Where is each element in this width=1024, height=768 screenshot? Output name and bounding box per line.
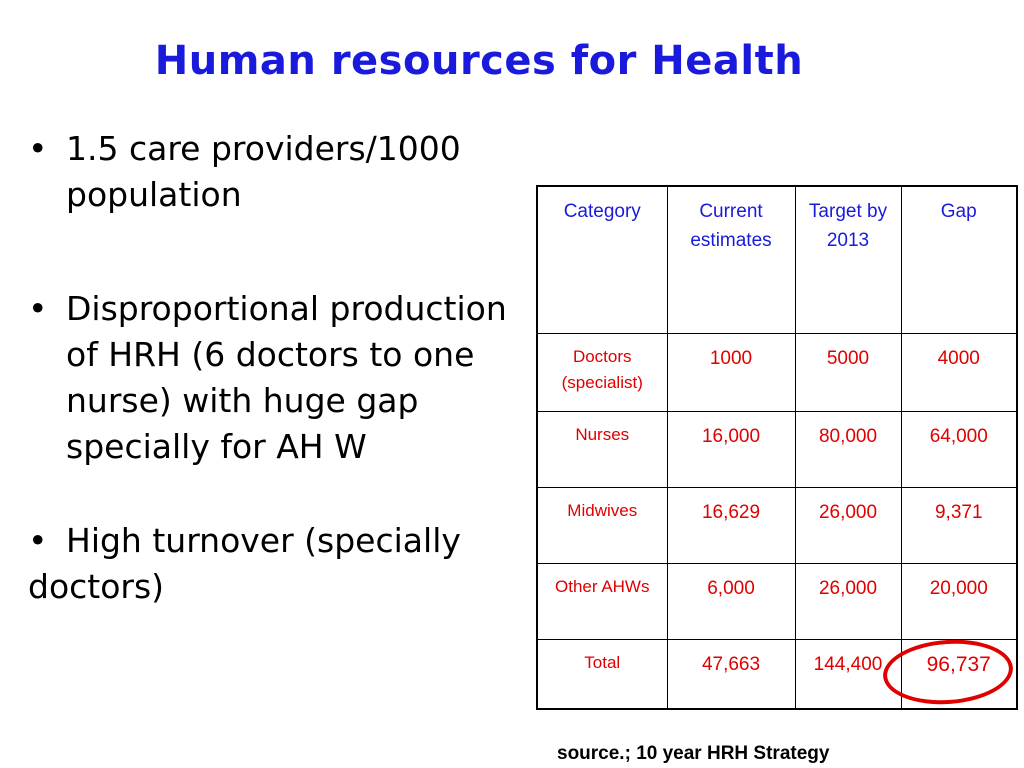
table-cell: 80,000	[795, 411, 901, 487]
source-note: source.; 10 year HRH Strategy	[557, 743, 830, 764]
table-cell: 20,000	[901, 563, 1017, 639]
table-cell: 5000	[795, 333, 901, 411]
bullet-marker: •	[28, 521, 48, 560]
table-cell: 47,663	[667, 639, 795, 709]
table-cell: Midwives	[537, 487, 667, 563]
bullet-list	[28, 126, 528, 610]
bullet-text-continuation: doctors)	[28, 567, 165, 606]
table-cell: Other AHWs	[537, 563, 667, 639]
table-cell: 4000	[901, 333, 1017, 411]
table-cell: 64,000	[901, 411, 1017, 487]
table-cell: 6,000	[667, 563, 795, 639]
table-cell: Doctors (specialist)	[537, 333, 667, 411]
bullet-text: Disproportional production of HRH (6 doctors to one nurse) with huge gap specially for AH W	[66, 289, 507, 466]
total-gap-value: 96,737	[901, 639, 1017, 709]
table-cell: 26,000	[795, 487, 901, 563]
bullet-item-providers	[28, 126, 528, 218]
header-gap: Gap	[901, 186, 1017, 333]
bullet-text: 1.5 care providers/1000 population	[66, 129, 461, 214]
table-header-row	[537, 186, 1017, 333]
table-row	[537, 411, 1017, 487]
table-cell: 16,629	[667, 487, 795, 563]
table-cell: Total	[537, 639, 667, 709]
slide-title: Human resources for Health	[154, 38, 804, 84]
table-cell: 144,400	[795, 639, 901, 709]
table-cell: Nurses	[537, 411, 667, 487]
bullet-marker: •	[28, 289, 48, 328]
table-cell: 1000	[667, 333, 795, 411]
table-row	[537, 487, 1017, 563]
table-cell: 16,000	[667, 411, 795, 487]
bullet-item-turnover	[28, 518, 528, 610]
header-category: Category	[537, 186, 667, 333]
table-row	[537, 333, 1017, 411]
table-cell: 26,000	[795, 563, 901, 639]
table-row	[537, 563, 1017, 639]
bullet-marker: •	[28, 129, 48, 168]
bullet-text: High turnover (specially	[66, 521, 461, 560]
bullet-item-disproportional	[28, 286, 528, 470]
header-current-estimates: Current estimates	[667, 186, 795, 333]
table-cell: 9,371	[901, 487, 1017, 563]
hrh-gap-table	[536, 185, 1018, 710]
header-target: Target by 2013	[795, 186, 901, 333]
